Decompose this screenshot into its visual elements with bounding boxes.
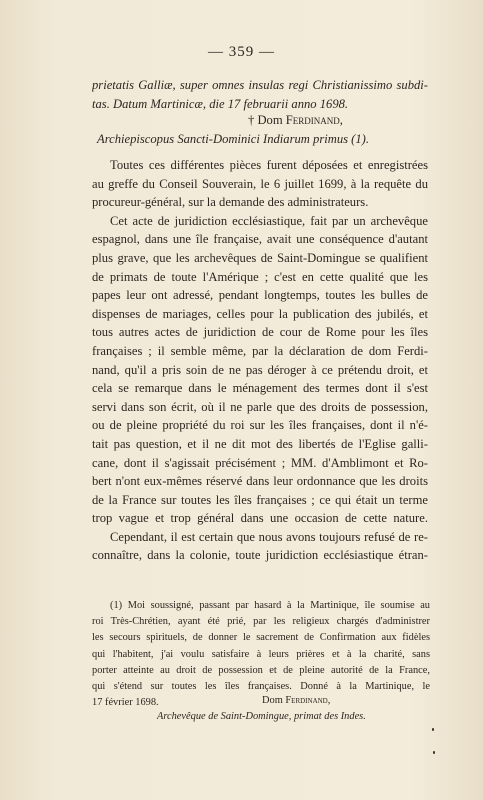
latin-passage [92, 76, 428, 113]
body-text [92, 156, 428, 565]
footnote-line: (1) Moi soussigné, passant par hasard à la Martinique, île soumise au [110, 600, 430, 611]
footnote-signature-name [262, 695, 330, 706]
text-line: Cependant, il est certain que nous avons toujours refusé de re- [110, 529, 428, 544]
text-line: cela se remarque dans le ménagement des termes dont il s'est [92, 381, 428, 396]
paper-speck [432, 728, 434, 731]
text-line: Cet acte de juridiction ecclésiastique, fait par un archevêque [110, 213, 428, 228]
text-line: trop vague et trop général dans une occasion de cette nature. [92, 511, 428, 526]
signature-name-prefix: † Dom [248, 113, 283, 127]
text-line: françaises ; il semble même, par la déclaration de dom Ferdi- [92, 343, 428, 358]
footnote-line: porter atteinte au droit de possession et de pleine autorité de la France, [92, 664, 430, 676]
text-line: tous autres actes de juridiction de cour de Rome pour les îles [92, 325, 428, 340]
text-line: connaître, dans la colonie, toute juridiction ecclésiastique étran- [92, 548, 428, 563]
signature-name-text: Ferdinand, [285, 113, 343, 127]
paper-speck [433, 751, 435, 754]
text-line: de primats de toute l'Amérique ; c'est en cette qualité que les [92, 269, 428, 284]
text-line: papes leur ont adressé, pendant longtemps, toutes les bulles de [92, 288, 428, 303]
text-line: servi dans son écrit, où il ne parle que des droits de possession, [92, 399, 428, 414]
page-number: — 359 — [208, 44, 275, 60]
footnote-signature-title: Archevêque de Saint-Domingue, primat des Indes. [157, 711, 366, 722]
text-line: nand, qu'il a pris soin de ne pas déroger à ce prétendu droit, et [92, 362, 428, 377]
text-line: plus grave, que les archevêques de Saint-Domingue se qualifient [92, 250, 428, 265]
footnote-signature-name-text: Ferdinand, [285, 695, 331, 706]
footnote-line: 17 février 1698. [92, 697, 159, 709]
text-line: Toutes ces différentes pièces furent déposées et enregistrées [110, 158, 428, 172]
footnote [92, 598, 430, 711]
footnote-line: qui l'habitent, j'ai voulu satisfaire à leurs prières et à la charité, sans [92, 648, 430, 660]
signature-title: Archiepiscopus Sancti-Dominici Indiarum primus (1). [97, 132, 370, 146]
text-line: au greffe du Conseil Souverain, le 6 juillet 1699, à la requête du [92, 176, 428, 191]
text-line: tas. Datum Martinicæ, die 17 februarii anno 1698. [92, 96, 349, 111]
footnote-line: les secours spirituels, de donner le sacrement de Confirmation aux fidèles [92, 632, 430, 644]
text-line: espagnol, dans une île française, avait une conséquence d'autant [92, 232, 428, 247]
text-line: prietatis Galliæ, super omnes insulas regi Christianissimo subdi- [92, 78, 428, 92]
footnote-signature-prefix: Dom [262, 695, 283, 706]
text-line: bert n'ont eux-mêmes réservé dans leur ordonnance que les droits [92, 474, 428, 489]
text-line: cane, dont il s'agissait précisément ; MM. d'Amblimont et Ro- [92, 455, 428, 470]
text-line: ou de pleine propriété du roi sur les îles françaises, dont il n'é- [92, 418, 428, 433]
text-line: dispenses de mariages, celles pour la publication des jubilés, et [92, 306, 428, 321]
text-line: tait pas question, et il ne dit mot des libertés de l'Eglise galli- [92, 436, 428, 451]
text-line: procureur-général, sur la demande des administrateurs. [92, 195, 369, 210]
text-line: de la France sur toutes les îles françaises ; ce qui était un terme [92, 492, 428, 507]
signature-name [248, 113, 343, 128]
footnote-line: qui s'étend sur toutes les îles françaises. Donné à la Martinique, le [92, 680, 430, 692]
footnote-line: roi Très-Chrétien, ayant été prié, par les religieux chargés d'administrer [92, 616, 430, 628]
